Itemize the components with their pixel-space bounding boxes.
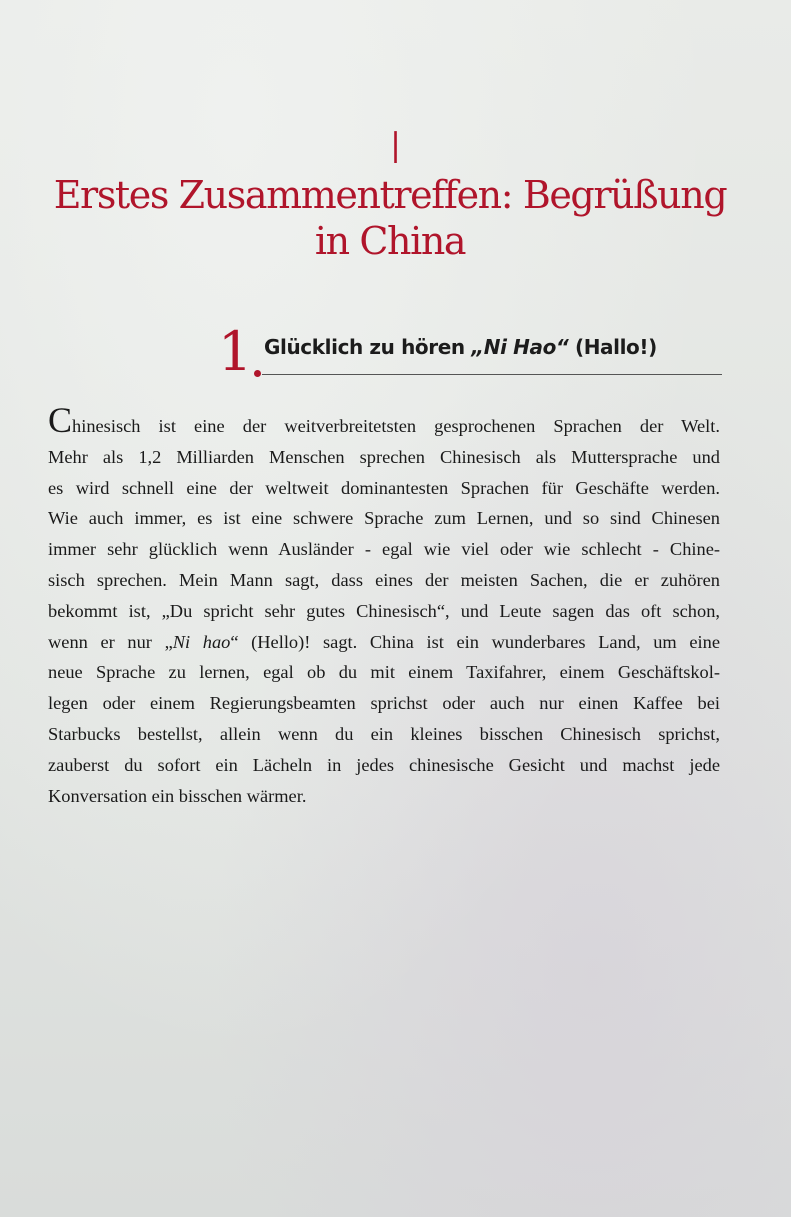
paragraph-line bbox=[48, 400, 720, 442]
paragraph-line bbox=[48, 627, 720, 658]
drop-cap: C bbox=[48, 400, 73, 440]
paragraph-line: Starbucks bestellst, allein wenn du ein kleines bisschen Chinesisch sprichst, bbox=[48, 723, 720, 744]
section-number: 1 bbox=[218, 320, 253, 383]
paragraph-line: bekommt ist, „Du spricht sehr gutes Chinesisch“, und Leute sagen das oft schon, bbox=[48, 600, 720, 621]
paragraph-line-text: “ (Hello)! sagt. China ist ein wunderbares Land, um eine bbox=[230, 631, 720, 652]
body-paragraph bbox=[48, 400, 720, 811]
paragraph-line-text: hinesisch ist eine der weitverbreitetsten gesprochenen Sprachen der Welt. bbox=[72, 416, 720, 436]
paragraph-italic-text: Ni hao bbox=[172, 631, 231, 652]
section-heading bbox=[264, 332, 657, 362]
paragraph-line: Mehr als 1,2 Milliarden Menschen sprechen Chinesisch als Muttersprache und bbox=[48, 446, 720, 467]
section-heading-suffix: (Hallo!) bbox=[568, 335, 657, 359]
chapter-title: Erstes Zusammentreffen: Begrüßung in China bbox=[53, 173, 727, 263]
section-number-dot bbox=[254, 370, 261, 377]
chapter-number: I bbox=[391, 123, 400, 174]
section-heading-rule bbox=[262, 374, 722, 375]
paragraph-line: zauberst du sofort ein Lächeln in jedes chinesische Gesicht und machst jede bbox=[48, 754, 720, 775]
paragraph-line: sisch sprechen. Mein Mann sagt, dass eines der meisten Sachen, die er zuhören bbox=[48, 569, 720, 590]
paragraph-line: Wie auch immer, es ist eine schwere Sprache zum Lernen, und so sind Chinesen bbox=[48, 508, 720, 529]
paragraph-line: es wird schnell eine der weltweit dominantesten Sprachen für Geschäfte werden. bbox=[48, 477, 720, 498]
paragraph-line: Konversation ein bisschen wärmer. bbox=[48, 785, 307, 806]
section-heading-quote: „Ni Hao“ bbox=[471, 335, 569, 359]
paragraph-line-text: wenn er nur „ bbox=[48, 631, 173, 652]
section-heading-text: Glücklich zu hören bbox=[264, 335, 472, 359]
paragraph-line: legen oder einem Regierungsbeamten sprichst oder auch nur einen Kaffee bei bbox=[48, 693, 720, 714]
paragraph-line: neue Sprache zu lernen, egal ob du mit einem Taxifahrer, einem Geschäftskol- bbox=[48, 662, 720, 683]
paragraph-line: immer sehr glücklich wenn Ausländer - egal wie viel oder wie schlecht - Chine- bbox=[48, 539, 720, 560]
